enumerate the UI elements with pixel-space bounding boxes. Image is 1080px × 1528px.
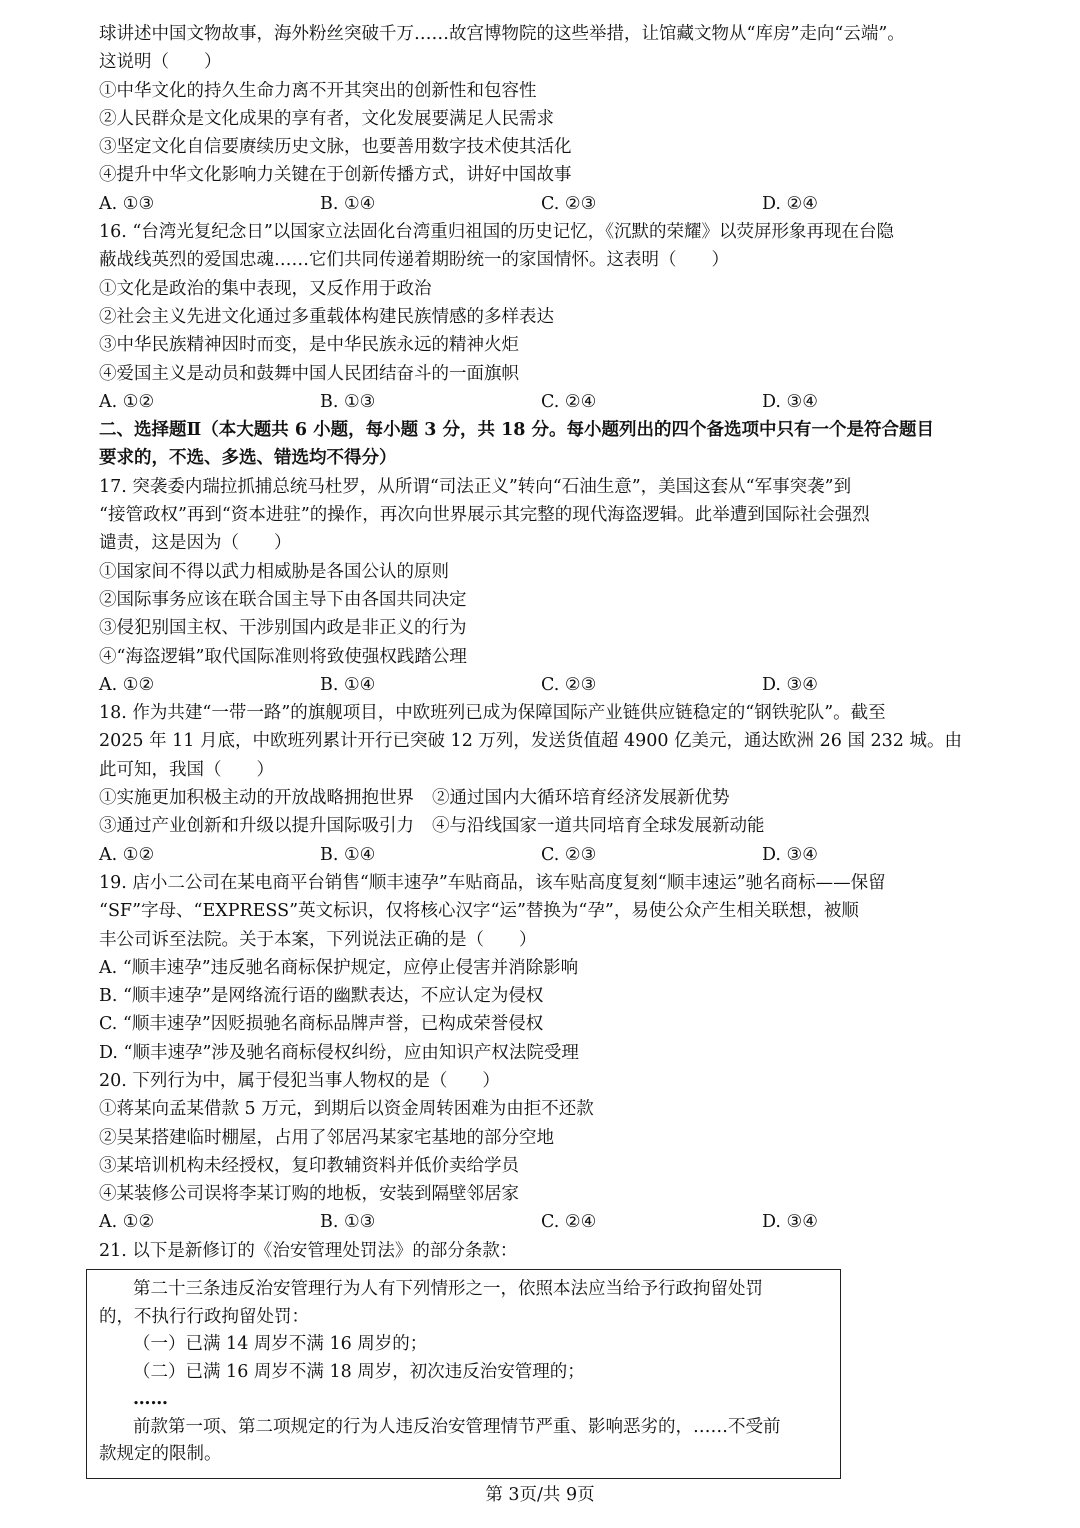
- q17-option-b[interactable]: B. ①④: [320, 674, 376, 695]
- q17-item: ③侵犯别国主权、干涉别国内政是非正义的行为: [99, 618, 467, 639]
- law-clause-text: 第二十三条违反治安管理行为人有下列情形之一，依照本法应当给予行政拘留处罚: [133, 1279, 763, 1299]
- q20-item: ②吴某搭建临时棚屋，占用了邻居冯某家宅基地的部分空地: [99, 1127, 554, 1148]
- law-clause-item: （二）已满 16 周岁不满 18 周岁，初次违反治安管理的；: [133, 1361, 585, 1382]
- q18-option-b[interactable]: B. ①④: [320, 844, 376, 865]
- q17-item: ①国家间不得以武力相威胁是各国公认的原则: [99, 561, 449, 582]
- law-clause-item: （一）已满 14 周岁不满 16 周岁的；: [133, 1334, 428, 1354]
- q15-item: ④提升中华文化影响力关键在于创新传播方式，讲好中国故事: [99, 165, 572, 186]
- q17-options: [99, 671, 999, 699]
- q20-item: ①蒋某向孟某借款 5 万元，到期后以资金周转困难为由拒不还款: [99, 1099, 594, 1120]
- q15-item: ③坚定文化自信要赓续历史文脉，也要善用数字技术使其活化: [99, 137, 572, 158]
- section-heading: 要求的，不选、多选、错选均不得分）: [99, 448, 397, 469]
- q20-stem-line: 20. 下列行为中，属于侵犯当事人物权的是（ ）: [99, 1070, 500, 1091]
- q16-item: ②社会主义先进文化通过多重载体构建民族情感的多样表达: [99, 306, 554, 327]
- q18-item: ④与沿线国家一道共同培育全球发展新动能: [432, 816, 765, 837]
- q15-option-c[interactable]: C. ②③: [541, 193, 597, 214]
- q19-option-d[interactable]: D. “顺丰速孕”涉及驰名商标侵权纠纷，应由知识产权法院受理: [99, 1042, 579, 1063]
- q21-stem-line: 21. 以下是新修订的《治安管理处罚法》的部分条款：: [99, 1240, 518, 1261]
- q16-item: ①文化是政治的集中表现，又反作用于政治: [99, 278, 432, 299]
- q15-item: ②人民群众是文化成果的享有者，文化发展要满足人民需求: [99, 108, 554, 129]
- q19-stem-line: 19. 店小二公司在某电商平台销售“顺丰速孕”车贴商品，该车贴高度复刻“顺丰速运”驰名商标——保留: [99, 872, 886, 893]
- law-clause-text: 的，不执行行政拘留处罚：: [99, 1306, 309, 1327]
- q15-option-a[interactable]: A. ①③: [99, 193, 155, 214]
- q18-item: ③通过产业创新和升级以提升国际吸引力: [99, 816, 414, 837]
- q20-item: ④某装修公司误将李某订购的地板，安装到隔壁邻居家: [99, 1184, 519, 1205]
- question-content: [99, 20, 999, 1265]
- q15-item: ①中华文化的持久生命力离不开其突出的创新性和包容性: [99, 80, 537, 101]
- q18-item-row: [99, 784, 999, 812]
- q19-option-c[interactable]: C. “顺丰速孕”因贬损驰名商标品牌声誉，已构成荣誉侵权: [99, 1014, 544, 1035]
- q17-option-a[interactable]: A. ①②: [99, 674, 155, 695]
- q16-stem-line: 蔽战线英烈的爱国忠魂……它们共同传递着期盼统一的家国情怀。这表明（ ）: [99, 250, 729, 271]
- q18-item-row: [99, 812, 999, 840]
- q17-stem-line: 谴责，这是因为（ ）: [99, 533, 292, 554]
- q15-option-b[interactable]: B. ①④: [320, 193, 376, 214]
- q15-option-d[interactable]: D. ②④: [762, 193, 818, 214]
- law-clause-text: 前款第一项、第二项规定的行为人违反治安管理情节严重、影响恶劣的，……不受前: [133, 1416, 781, 1437]
- q17-option-c[interactable]: C. ②③: [541, 674, 597, 695]
- q18-option-c[interactable]: C. ②③: [541, 844, 597, 865]
- q18-stem-line: 2025 年 11 月底，中欧班列累计开行已突破 12 万列，发送货值超 4900 亿美元，通达欧洲 26 国 232 城。由: [99, 731, 962, 752]
- page-number: 第 3页/共 9页: [485, 1485, 595, 1505]
- q18-options: [99, 841, 999, 869]
- q18-item: ②通过国内大循环培育经济发展新优势: [432, 788, 730, 809]
- q16-item: ③中华民族精神因时而变，是中华民族永远的精神火炬: [99, 335, 519, 356]
- q18-stem-line: 18. 作为共建“一带一路”的旗舰项目，中欧班列已成为保障国际产业链供应链稳定的“钢铁驼队”。截至: [99, 703, 886, 724]
- law-clause-ellipsis: ……: [133, 1389, 168, 1409]
- q20-option-d[interactable]: D. ③④: [762, 1212, 818, 1233]
- q17-stem-line: 17. 突袭委内瑞拉抓捕总统马杜罗，从所谓“司法正义”转向“石油生意”，美国这套从“军事突袭”到: [99, 476, 852, 497]
- q18-option-a[interactable]: A. ①②: [99, 844, 155, 865]
- q15-options: [99, 190, 999, 218]
- q16-stem-line: 16. “台湾光复纪念日”以国家立法固化台湾重归祖国的历史记忆，《沉默的荣耀》以荧屏形象再现在台隐: [99, 222, 895, 243]
- q20-item: ③某培训机构未经授权，复印教辅资料并低价卖给学员: [99, 1155, 519, 1176]
- q16-item: ④爱国主义是动员和鼓舞中国人民团结奋斗的一面旗帜: [99, 363, 519, 384]
- q16-option-a[interactable]: A. ①②: [99, 391, 155, 412]
- q18-item: ①实施更加积极主动的开放战略拥抱世界: [99, 788, 414, 809]
- q20-options: [99, 1208, 999, 1236]
- law-excerpt-box: [86, 1269, 841, 1479]
- law-clause-text: 款规定的限制。: [99, 1444, 222, 1464]
- q16-option-c[interactable]: C. ②④: [541, 391, 597, 412]
- q15-stem-line: 球讲述中国文物故事，海外粉丝突破千万……故宫博物院的这些举措，让馆藏文物从“库房”走向“云端”。: [99, 24, 905, 44]
- q17-item: ②国际事务应该在联合国主导下由各国共同决定: [99, 589, 467, 610]
- q15-stem-line: 这说明（ ）: [99, 52, 222, 73]
- q16-option-b[interactable]: B. ①③: [320, 391, 376, 412]
- q20-option-c[interactable]: C. ②④: [541, 1212, 597, 1233]
- q19-option-a[interactable]: A. “顺丰速孕”违反驰名商标保护规定，应停止侵害并消除影响: [99, 957, 579, 978]
- section-heading: 二、选择题Ⅱ（本大题共 6 小题，每小题 3 分，共 18 分。每小题列出的四个备选项中只有一个是符合题目: [99, 420, 935, 441]
- q19-stem-line: “SF”字母、“EXPRESS”英文标识，仅将核心汉字“运”替换为“孕”，易使公众产生相关联想，被顺: [99, 901, 859, 922]
- q17-option-d[interactable]: D. ③④: [762, 674, 818, 695]
- q19-option-b[interactable]: B. “顺丰速孕”是网络流行语的幽默表达，不应认定为侵权: [99, 986, 544, 1007]
- q16-option-d[interactable]: D. ③④: [762, 391, 818, 412]
- q20-option-a[interactable]: A. ①②: [99, 1212, 155, 1233]
- q18-stem-line: 此可知，我国（ ）: [99, 759, 274, 780]
- q18-option-d[interactable]: D. ③④: [762, 844, 818, 865]
- q17-item: ④“海盗逻辑”取代国际准则将致使强权践踏公理: [99, 646, 467, 667]
- q20-option-b[interactable]: B. ①③: [320, 1212, 376, 1233]
- q16-options: [99, 388, 999, 416]
- q19-stem-line: 丰公司诉至法院。关于本案，下列说法正确的是（ ）: [99, 929, 537, 950]
- q17-stem-line: “接管政权”再到“资本进驻”的操作，再次向世界展示其完整的现代海盗逻辑。此举遭到国际社会强烈: [99, 505, 870, 526]
